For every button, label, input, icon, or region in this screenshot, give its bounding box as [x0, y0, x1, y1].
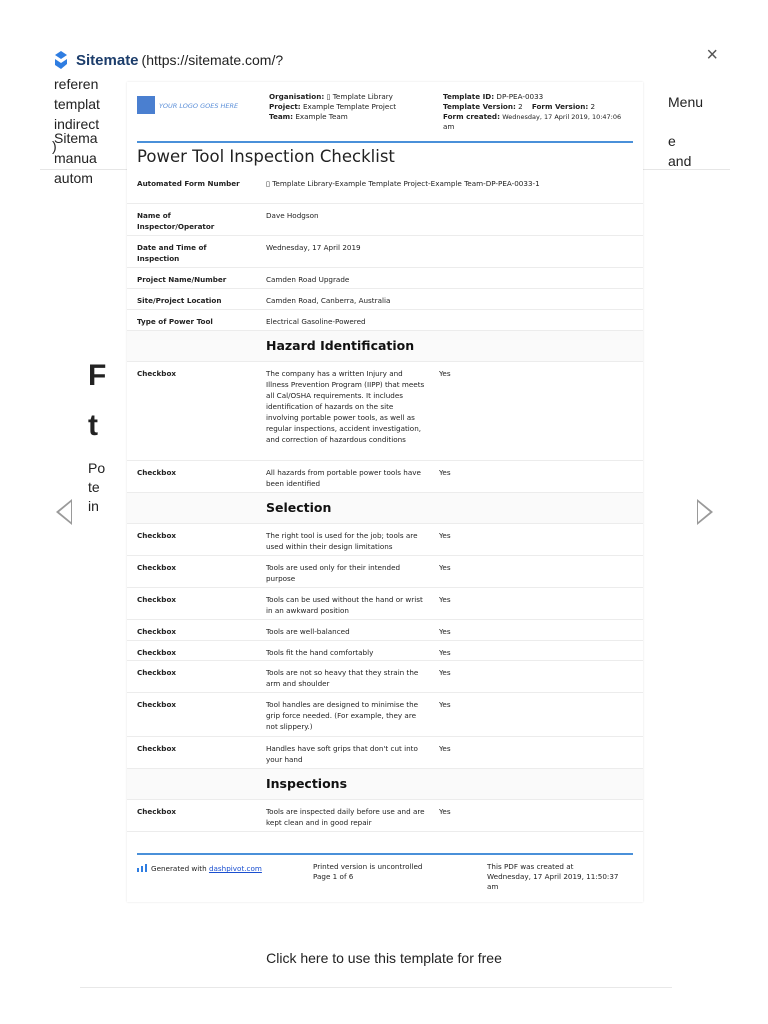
row-answer: Yes	[439, 468, 451, 477]
checklist-row	[127, 620, 643, 641]
row-answer: Yes	[439, 700, 451, 709]
bg-line: manua	[54, 150, 97, 166]
checklist-row	[127, 737, 643, 769]
doc-header	[137, 92, 633, 140]
section-title: Hazard Identification	[266, 338, 415, 353]
section-heading	[127, 769, 643, 800]
row-label: Checkbox	[137, 369, 177, 378]
row-answer: Yes	[439, 744, 451, 753]
row-answer: Yes	[439, 595, 451, 604]
dashpivot-link[interactable]: dashpivot.com	[208, 864, 262, 873]
row-label: Checkbox	[137, 627, 177, 636]
section-title: Selection	[266, 500, 332, 515]
bg-line: autom	[54, 170, 93, 186]
brand-url[interactable]: (https://sitemate.com/?	[141, 52, 284, 68]
checklist-row	[127, 641, 643, 661]
row-label: Site/Project Location	[137, 296, 222, 305]
prev-arrow-icon[interactable]	[56, 499, 72, 525]
form-version-value: 2	[590, 102, 596, 111]
bg-line: referen	[54, 76, 99, 92]
form-created-tail: am	[443, 122, 455, 131]
checklist-row	[127, 556, 643, 588]
row-text: Tools are well-balanced	[266, 627, 350, 636]
logo-text: YOUR LOGO GOES HERE	[159, 102, 239, 110]
row-text: All hazards from portable power tools have been identified	[266, 468, 421, 488]
header-org-column	[269, 92, 396, 122]
header-template-column	[443, 92, 621, 132]
use-template-link[interactable]: Click here to use this template for free	[266, 950, 502, 966]
row-label: Checkbox	[137, 468, 177, 477]
row-text: Tools are not so heavy that they strain the arm and shoulder	[266, 668, 419, 688]
section-heading	[127, 493, 643, 524]
printed-text: Printed version is uncontrolled	[313, 862, 423, 871]
row-label: Checkbox	[137, 668, 177, 677]
row-answer: Yes	[439, 627, 451, 636]
row-label: Checkbox	[137, 563, 177, 572]
row-text: Tools are used only for their intended purpose	[266, 563, 401, 583]
bg-paren: )	[52, 138, 57, 154]
background-text-left	[54, 74, 100, 188]
row-text: Tools fit the hand comfortably	[266, 648, 374, 657]
next-arrow-icon[interactable]	[697, 499, 713, 525]
row-text: Tools can be used without the hand or wrist in an awkward position	[266, 595, 423, 615]
form-created-label: Form created:	[443, 112, 500, 121]
header-rule	[137, 141, 633, 143]
row-label: Automated Form Number	[137, 179, 240, 188]
form-version-label: Form Version:	[531, 102, 589, 111]
info-row	[127, 289, 643, 310]
row-answer: Yes	[439, 648, 451, 657]
row-label: Checkbox	[137, 700, 177, 709]
template-version-value: 2	[518, 102, 523, 111]
template-id-value: DP-PEA-0033	[496, 92, 544, 101]
row-label: Checkbox	[137, 531, 177, 540]
row-answer: Yes	[439, 369, 451, 378]
close-icon[interactable]: ×	[706, 44, 718, 66]
checklist-row	[127, 800, 643, 832]
bg-line: templat	[54, 96, 100, 112]
bg-heading-t: t	[88, 409, 98, 442]
bg-text-small	[88, 459, 105, 516]
created-line: am	[487, 882, 499, 891]
row-answer: Yes	[439, 807, 451, 816]
bg-line: indirect	[54, 116, 100, 132]
org-label: Organisation:	[269, 92, 325, 101]
document-preview	[127, 82, 643, 902]
row-text: Handles have soft grips that don't cut into your hand	[266, 744, 418, 764]
template-id-label: Template ID:	[443, 92, 495, 101]
bg-text-right-e: e	[668, 133, 676, 149]
bg-line: Po	[88, 460, 106, 476]
created-line: Wednesday, 17 April 2019, 11:50:37	[487, 872, 619, 881]
pdf-created-note	[487, 862, 637, 892]
row-value: Camden Road Upgrade	[266, 275, 350, 284]
row-value: Wednesday, 17 April 2019	[266, 243, 361, 252]
team-label: Team:	[269, 112, 294, 121]
row-answer: Yes	[439, 668, 451, 677]
form-created-value: Wednesday, 17 April 2019, 10:47:06	[502, 113, 622, 121]
bottom-separator	[80, 987, 672, 988]
sitemate-logo-icon	[52, 50, 70, 70]
row-answer: Yes	[439, 531, 451, 540]
row-label: Project Name/Number	[137, 275, 227, 284]
bg-line: te	[88, 479, 100, 495]
checklist-row	[127, 362, 643, 461]
row-text: The company has a written Injury and Illness Prevention Program (IIPP) that meets all Cal/OSHA requirements. It includes identification of hazards on the site involving portable power tools, as well as regular inspections, accident investigation, and correction of hazardous conditions	[266, 369, 425, 444]
info-row	[127, 236, 643, 268]
row-text: Tools are inspected daily before use and are kept clean and in good repair	[266, 807, 425, 827]
row-text: Tool handles are designed to minimise the grip force needed. (For example, they are not slippery.)	[266, 700, 419, 731]
created-line: This PDF was created at	[487, 862, 574, 871]
section-heading	[127, 331, 643, 362]
row-label: Date and Time of Inspection	[137, 243, 207, 263]
project-label: Project:	[269, 102, 301, 111]
row-label: Checkbox	[137, 648, 177, 657]
checklist-row	[127, 588, 643, 620]
row-value: Dave Hodgson	[266, 211, 319, 220]
generated-with	[137, 864, 262, 874]
page-number: Page 1 of 6	[313, 872, 354, 881]
bg-text-right-and: and	[668, 153, 692, 169]
row-label: Checkbox	[137, 744, 177, 753]
row-text: The right tool is used for the job; tools are used within their design limitations	[266, 531, 418, 551]
bar-chart-icon	[137, 864, 147, 872]
info-row	[127, 172, 643, 204]
project-value: Example Template Project	[302, 102, 397, 111]
sitemate-brand[interactable]	[52, 50, 283, 70]
printed-note	[313, 862, 422, 882]
brand-name: Sitemate	[76, 51, 139, 69]
row-label: Checkbox	[137, 807, 177, 816]
row-label: Name of Inspector/Operator	[137, 211, 215, 231]
row-label: Checkbox	[137, 595, 177, 604]
info-row	[127, 310, 643, 331]
generated-label: Generated with	[151, 864, 207, 873]
form-rows	[127, 172, 643, 832]
row-label: Type of Power Tool	[137, 317, 213, 326]
checklist-row	[127, 693, 643, 737]
bg-line: Sitema	[54, 130, 98, 146]
row-value: ▯ Template Library-Example Template Project-Example Team-DP-PEA-0033-1	[266, 179, 540, 188]
info-row	[127, 204, 643, 236]
footer-rule	[137, 853, 633, 855]
checklist-row	[127, 524, 643, 556]
team-value: Example Team	[295, 112, 348, 121]
section-title: Inspections	[266, 776, 348, 791]
bg-heading-f: F	[88, 359, 107, 392]
org-value: ▯ Template Library	[326, 92, 393, 101]
row-answer: Yes	[439, 563, 451, 572]
template-version-label: Template Version:	[443, 102, 516, 111]
row-value: Electrical Gasoline-Powered	[266, 317, 366, 326]
info-row	[127, 268, 643, 289]
checklist-row	[127, 661, 643, 693]
logo-placeholder	[137, 96, 247, 116]
menu-link[interactable]: Menu	[668, 94, 704, 110]
bg-line: in	[88, 498, 99, 514]
doc-title: Power Tool Inspection Checklist	[137, 147, 395, 166]
row-value: Camden Road, Canberra, Australia	[266, 296, 391, 305]
logo-mark-icon	[137, 96, 155, 114]
checklist-row	[127, 461, 643, 493]
